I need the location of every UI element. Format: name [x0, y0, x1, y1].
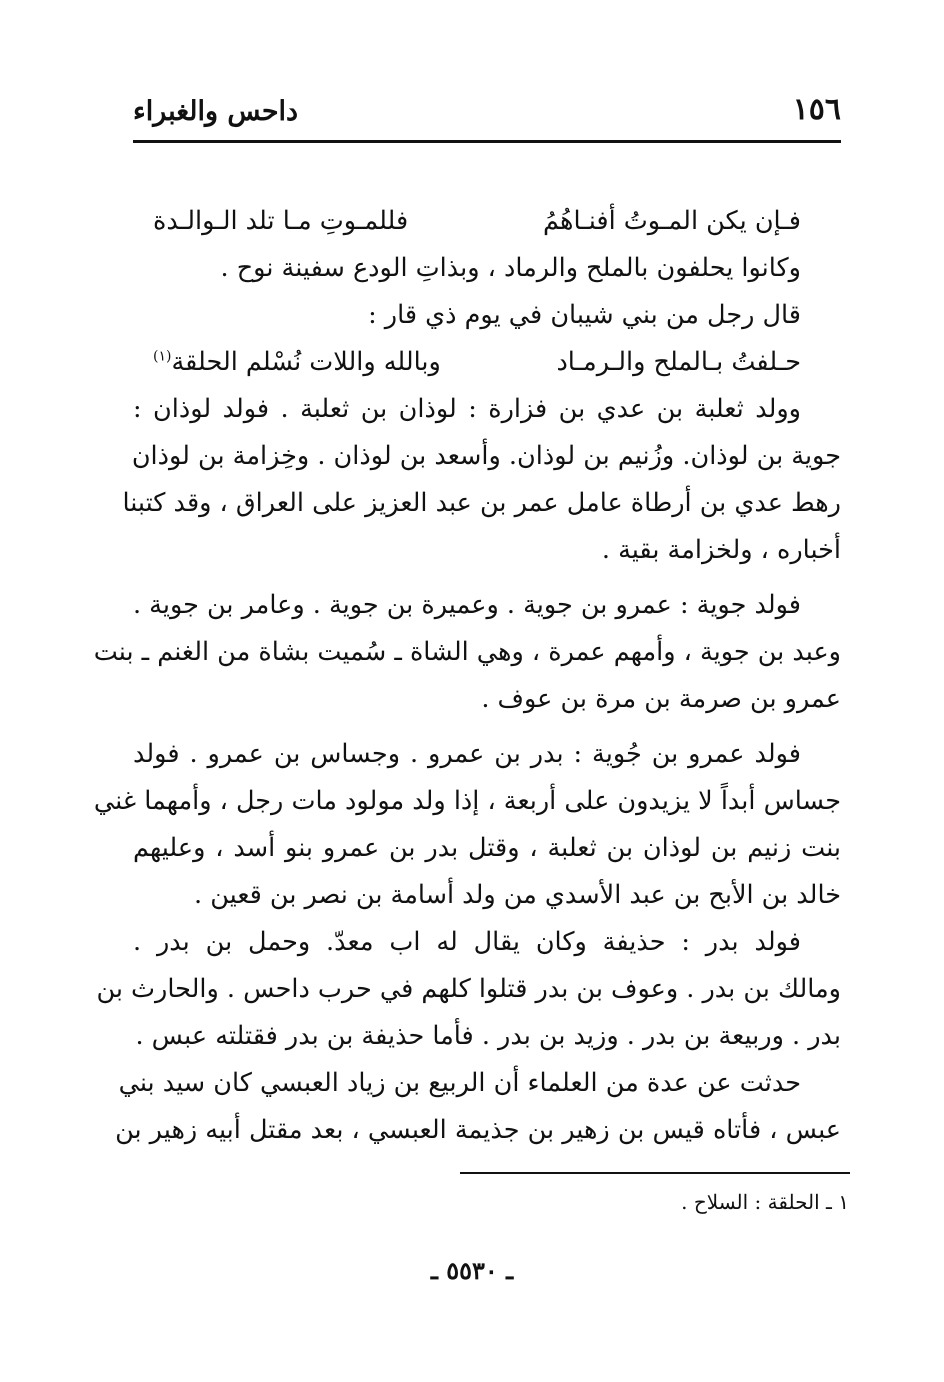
verse-second-hemistich-text: وبالله واللات نُسْلم الحلقة — [171, 347, 441, 377]
verse-second-hemistich — [153, 339, 441, 386]
paragraph-line: أخباره ، ولخزامة بقية . — [601, 535, 841, 565]
footnote-marker: (١) — [153, 348, 172, 365]
paragraph-line: فولد عمرو بن جُوية : بدر بن عمرو . وجساس بن عمرو . فولد — [133, 739, 801, 769]
verse-line — [133, 198, 841, 245]
paragraph-line: ومالك بن بدر . وعوف بن بدر قتلوا كلهم في حرب داحس . والحارث بن — [96, 974, 841, 1004]
paragraph-line: وعبد بن جوية ، وأمهم عمرة ، وهي الشاة ـ سُميت بشاة من الغنم ـ بنت — [93, 637, 841, 667]
paragraph-line: خالد بن الأبح بن عبد الأسدي من ولد أسامة بن نصر بن قعين . — [194, 880, 841, 910]
footnote: ١ ـ الحلقة : السلاح . — [681, 1190, 849, 1214]
paragraph-line: وولد ثعلبة بن عدي بن فزارة : لوذان بن ثعلبة . فولد لوذان : — [133, 394, 801, 424]
paragraph-line: قال رجل من بني شيبان في يوم ذي قار : — [368, 300, 801, 330]
verse-first-hemistich: فـإن يكن المـوتُ أفنـاهُمُ — [543, 206, 801, 236]
verse-second-hemistich: فللمـوتِ مـا تلد الـوالـدة — [153, 206, 409, 236]
running-header — [133, 86, 841, 138]
paragraph-line: جساس أبداً لا يزيدون على أربعة ، إذا ولد مولود مات رجل ، وأمهما غني — [93, 786, 841, 816]
main-text — [93, 198, 841, 1154]
paragraph-line: فولد جوية : عمرو بن جوية . وعميرة بن جوية . وعامر بن جوية . — [132, 590, 801, 620]
paragraph-line: جوية بن لوذان. وزُنيم بن لوذان. وأسعد بن لوذان . وخِزامة بن لوذان — [131, 441, 841, 471]
folio-number: ـ ٥٥٣٠ ـ — [430, 1256, 514, 1285]
paragraph-line: بنت زنيم بن لوذان بن ثعلبة ، وقتل بدر بن عمرو بنو أسد ، وعليهم — [133, 833, 841, 863]
verse-first-hemistich: حـلفتُ بـالملح والـرمـاد — [556, 347, 801, 377]
verse-line — [133, 339, 841, 386]
paragraph-line: وكانوا يحلفون بالملح والرماد ، وبذاتِ الودع سفينة نوح . — [220, 253, 801, 283]
paragraph-line: رهط عدي بن أرطاة عامل عمر بن عبد العزيز على العراق ، وقد كتبنا — [122, 488, 841, 518]
page-number: ١٥٦ — [792, 92, 841, 127]
paragraph-line: بدر . وربيعة بن بدر . وزيد بن بدر . فأما حذيفة بن بدر فقتلته عبس . — [135, 1021, 841, 1051]
footnote-divider — [460, 1172, 850, 1174]
paragraph-line: عبس ، فأتاه قيس بن زهير بن جذيمة العبسي ، بعد مقتل أبيه زهير بن — [115, 1115, 841, 1145]
running-title: داحس والغبراء — [133, 96, 299, 127]
paragraph-line: عمرو بن صرمة بن مرة بن عوف . — [481, 684, 841, 714]
paragraph-line: حدثت عن عدة من العلماء أن الربيع بن زياد العبسي كان سيد بني — [118, 1068, 801, 1098]
paragraph-line: فولد بدر : حذيفة وكان يقال له اب معدّ. وحمل بن بدر . — [133, 927, 801, 957]
header-divider — [133, 140, 841, 143]
